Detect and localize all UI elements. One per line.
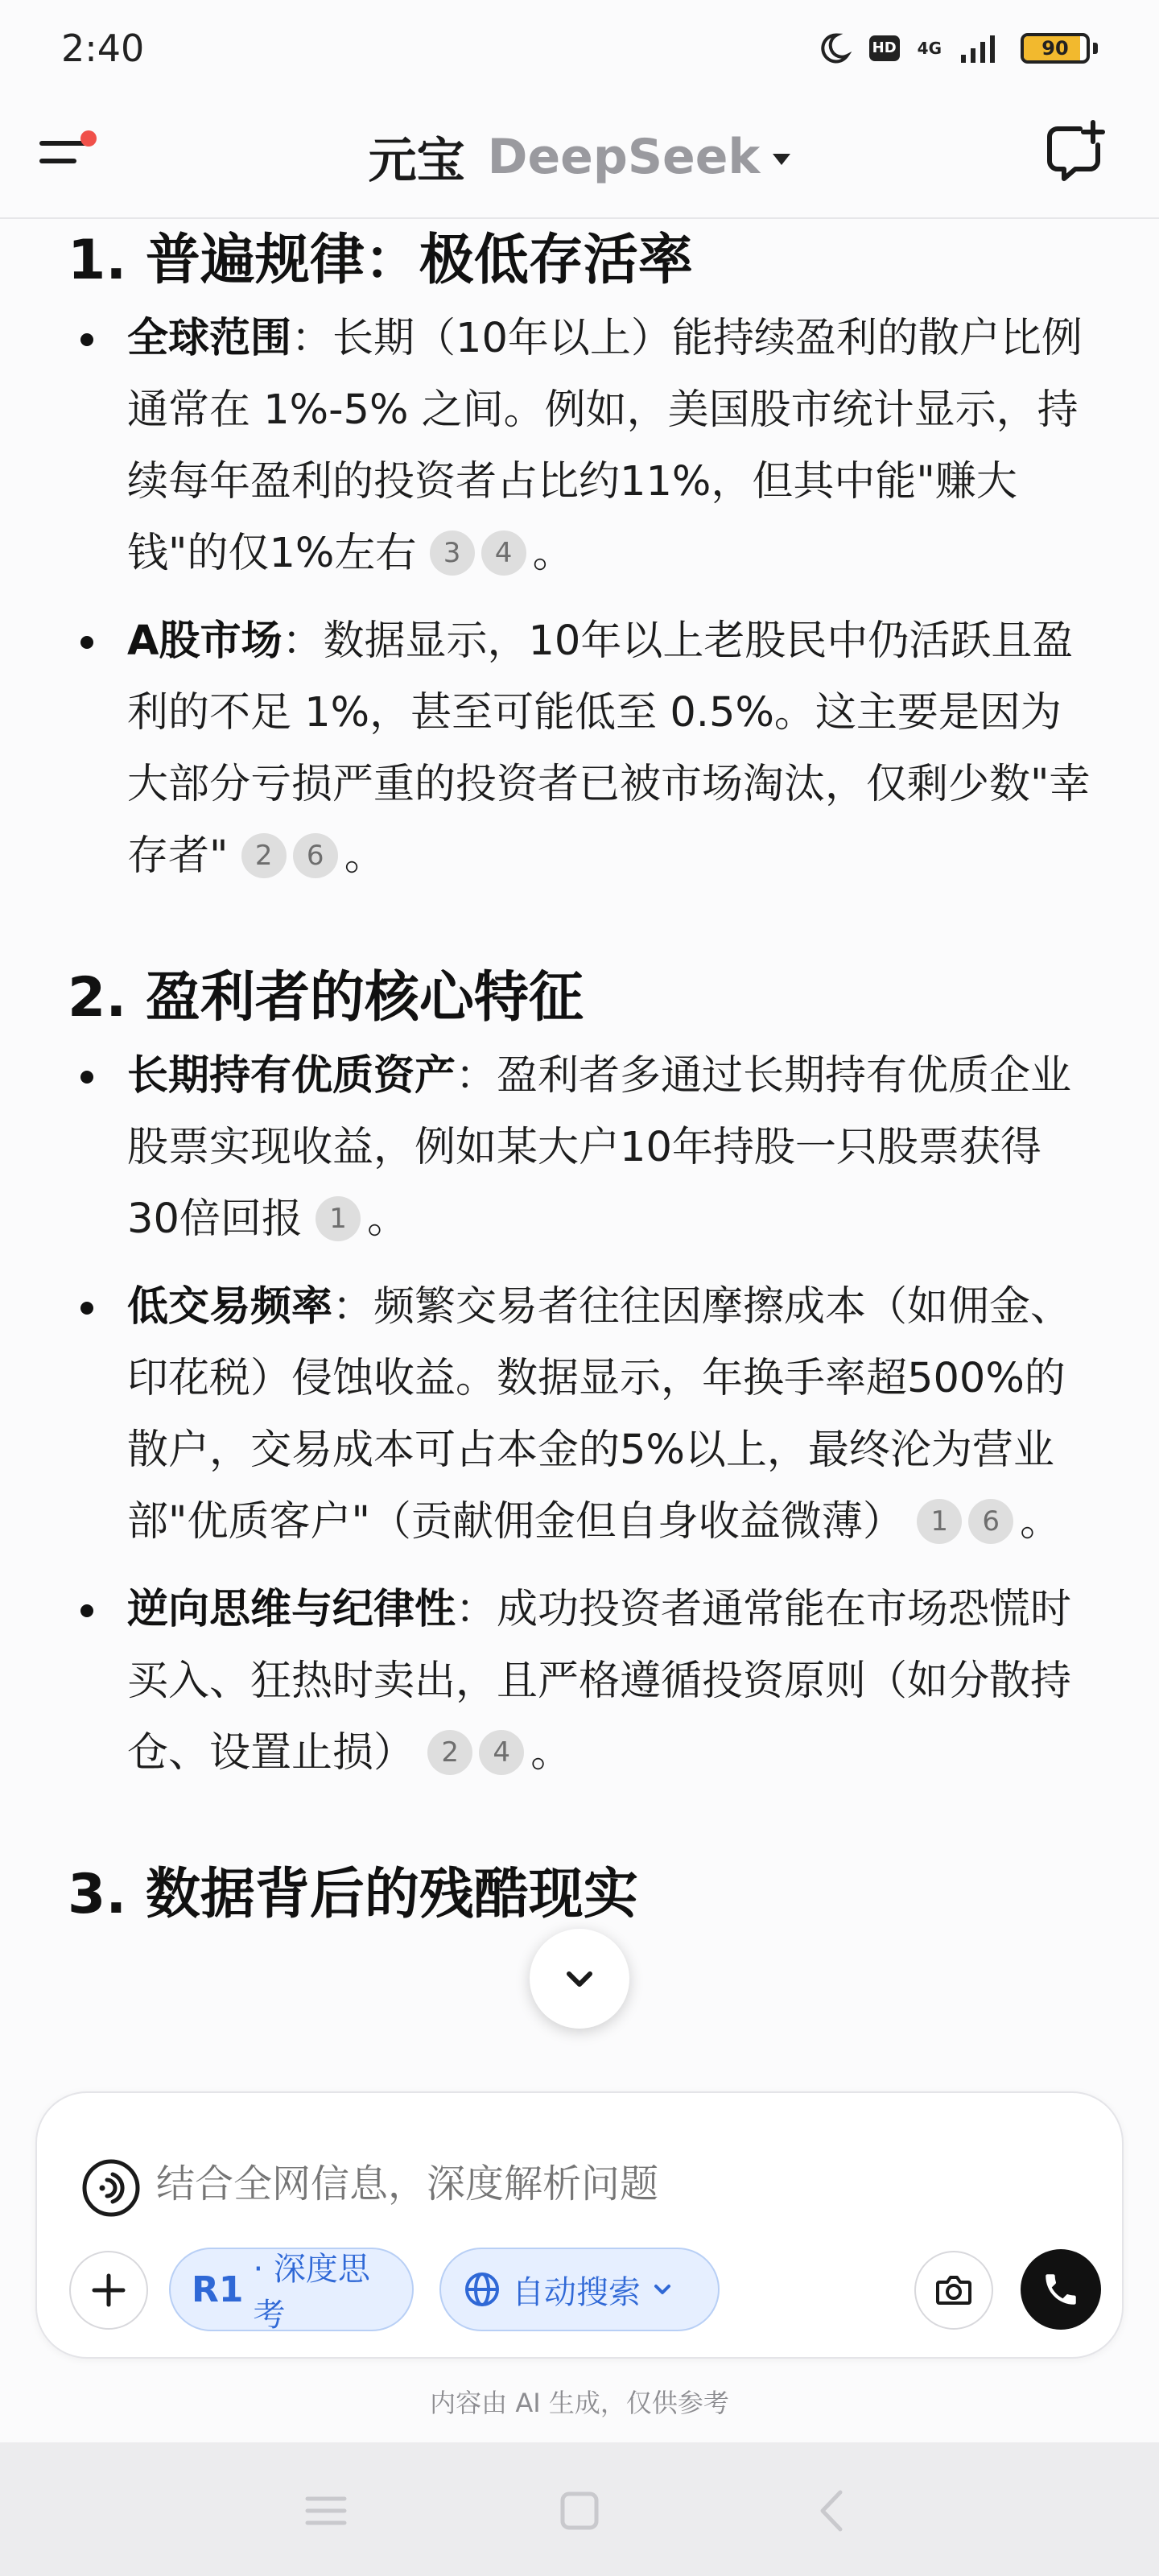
status-icons [816,31,1098,66]
hd-badge: HD [869,35,900,61]
chevron-down-icon [650,2277,674,2301]
menu-lines-icon [298,2483,354,2539]
ai-disclaimer: 内容由 AI 生成，仅供参考 [430,2388,729,2418]
item-text: ：长期（10年以上）能持续盈利的散户比例通常在 1%-5% 之间。例如，美国股市统计显示，持续每年盈利的投资者占比约11%，但其中能"赚大钱"的仅1%左右 [127,315,1083,577]
notification-dot [80,130,97,147]
chevron-down-icon [773,154,790,165]
recent-apps-button[interactable] [298,2483,354,2539]
menu-icon [35,114,108,187]
deep-think-toggle[interactable] [169,2248,414,2334]
item-text: ：成功投资者通常能在市场恐慌时买入、狂热时卖出，且严格遵循投资原则（如分散持仓、设置止损） [127,1586,1072,1777]
citation-badge[interactable]: 6 [293,833,338,878]
globe-icon [462,2269,502,2310]
citation-badge[interactable]: 4 [481,530,526,576]
citation-badge[interactable]: 2 [241,833,287,878]
citation-badge[interactable]: 3 [430,530,475,576]
status-time: 2:40 [61,27,145,70]
item-text: ：频繁交易者往往因摩擦成本（如佣金、印花税）侵蚀收益。数据显示，年换手率超500%的散户，交易成本可占本金的5%以上，最终沦为营业部"优质客户"（贡献佣金但自身收益微薄） [127,1283,1072,1546]
r1-label: R1 [192,2268,244,2310]
voice-input-icon[interactable] [80,2157,142,2219]
bullet-list [68,1040,1091,1789]
deep-think-label: · 深度思考 [253,2251,370,2334]
section-title: 2. 盈利者的核心特征 [68,966,584,1030]
model-selector[interactable] [369,122,791,192]
back-button[interactable] [805,2483,861,2539]
auto-search-dropdown[interactable] [439,2248,720,2331]
network-label: 4G [917,39,942,58]
list-item [68,1040,1091,1255]
status-bar [0,0,1159,97]
model-name: DeepSeek [487,129,761,185]
list-item [68,605,1091,892]
section-3 [0,1789,1159,1927]
voice-call-button[interactable] [1021,2249,1101,2330]
battery-tip [1093,43,1098,54]
section-2 [0,892,1159,1789]
app-name: 元宝 [368,133,465,189]
item-label: 逆向思维与纪律性 [127,1586,456,1633]
item-text: ：数据显示，10年以上老股民中仍活跃且盈利的不足 1%，甚至可能低至 0.5%。这主要是因为大部分亏损严重的投资者已被市场淘汰，仅剩少数"幸存者" [127,617,1091,880]
auto-search-label: 自动搜索 [512,2273,641,2311]
list-item [68,1574,1091,1789]
section-1 [0,219,1159,892]
citation-badge[interactable]: 4 [479,1730,524,1775]
new-chat-button[interactable] [1040,118,1107,185]
chevron-down-icon [559,1959,600,1999]
app-header [0,97,1159,219]
scroll-to-bottom-button[interactable] [530,1929,629,2029]
plus-icon [89,2271,128,2310]
system-nav-bar [0,2442,1159,2576]
message-composer [35,2091,1124,2359]
citation-badge[interactable]: 6 [968,1499,1013,1544]
citation-badge[interactable]: 2 [427,1730,472,1775]
chat-response [0,219,1159,2095]
battery-level: 90 [1041,37,1069,60]
item-label: 全球范围 [127,315,292,362]
item-text: ：盈利者多通过长期持有优质企业股票实现收益，例如某大户10年持股一只股票获得30倍回报 [127,1052,1072,1243]
square-icon [551,2483,608,2539]
section-title: 3. 数据背后的残酷现实 [68,1863,638,1926]
item-end: 。 [344,832,386,880]
item-label: A股市场 [127,617,283,665]
section-title: 1. 普遍规律：极低存活率 [68,229,693,292]
battery-icon [1021,33,1090,64]
message-input[interactable] [156,2162,961,2207]
citation-badge[interactable]: 1 [917,1499,962,1544]
bullet-list [68,303,1091,892]
camera-icon [933,2269,975,2311]
item-end: 。 [530,1729,572,1777]
item-end: 。 [367,1195,409,1243]
new-chat-icon [1040,118,1107,185]
citation-badge[interactable]: 1 [316,1196,361,1241]
item-label: 低交易频率 [127,1283,333,1331]
do-not-disturb-icon [816,31,852,66]
item-end: 。 [1020,1498,1062,1546]
camera-button[interactable] [914,2251,993,2330]
list-item [68,303,1091,589]
list-item [68,1271,1091,1558]
signal-icon [959,32,1003,64]
menu-button[interactable] [35,114,108,187]
phone-icon [1041,2269,1081,2310]
add-attachment-button[interactable] [69,2251,148,2330]
item-label: 长期持有优质资产 [127,1052,456,1100]
back-arrow-icon [805,2483,861,2539]
item-end: 。 [532,530,574,577]
home-button[interactable] [551,2483,608,2539]
